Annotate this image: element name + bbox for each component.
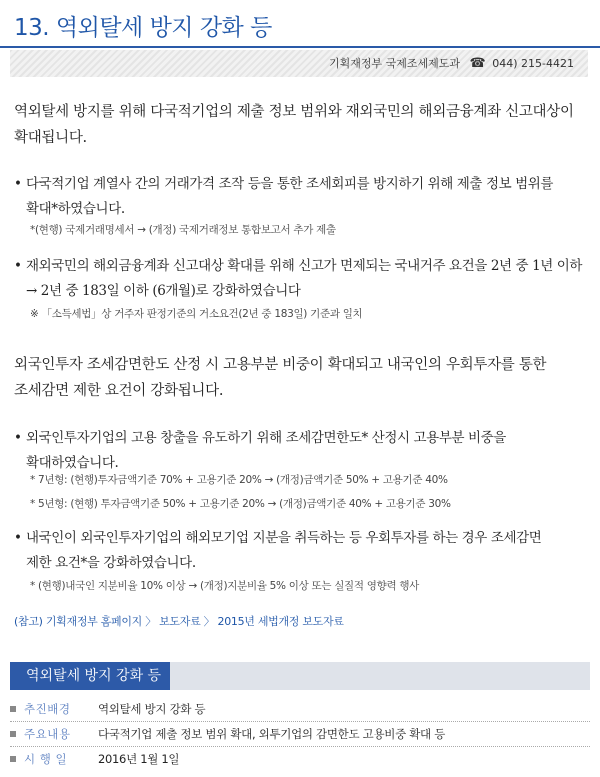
bullet-dot: •	[14, 176, 22, 192]
section1-bullet-2	[14, 254, 582, 304]
summary-value: 2016년 1월 1일	[98, 752, 180, 766]
reference-prefix: (참고)	[14, 615, 43, 628]
section2-intro-line2: 조세감면 제한 요건이 강화됩니다.	[14, 383, 224, 399]
bullet-line: → 2년 중 183일 이하 (6개월)로 강화하였습니다	[26, 283, 301, 299]
telephone-icon: ☎	[469, 56, 486, 71]
summary-row-content	[10, 723, 590, 745]
bullet-line: 재외국민의 해외금융계좌 신고대상 확대를 위해 신고가 면제되는 국내거주 요건을 2년 중 1년 이하	[26, 258, 583, 274]
summary-title: 역외탈세 방지 강화 등	[10, 662, 170, 690]
bullet-dot: •	[14, 258, 22, 274]
bullet-line: 제한 요건*을 강화하였습니다.	[26, 555, 196, 571]
section2-note-1a: * 7년형: (현행)투자금액기준 70% + 고용기준 20% → (개정)금액기준 50% + 고용기준 40%	[30, 474, 448, 486]
bullet-line: 내국인이 외국인투자기업의 해외모기업 지분을 취득하는 등 우회투자를 하는 경우 조세감면	[26, 530, 542, 546]
section2-note-2: * (현행)내국인 지분비율 10% 이상 → (개정)지분비율 5% 이상 또는 실질적 영향력 행사	[30, 580, 420, 592]
breadcrumb-link-homepage[interactable]: 기획재정부 홈페이지	[45, 615, 142, 628]
bullet-dot: •	[14, 430, 22, 446]
page-title: 13. 역외탈세 방지 강화 등	[14, 15, 272, 41]
contact-department: 기획재정부 국제조세제도과	[329, 57, 461, 70]
summary-row-effective-date	[10, 748, 590, 770]
bullet-dot: •	[14, 530, 22, 546]
bullet-line: 다국적기업 계열사 간의 거래가격 조작 등을 통한 조세회피를 방지하기 위해 제출 정보 범위를	[26, 176, 554, 192]
section2-intro	[14, 352, 546, 404]
bullet-line: 확대하였습니다.	[26, 455, 119, 471]
summary-label: 주요내용	[24, 727, 71, 741]
bullet-line: 외국인투자기업의 고용 창출을 유도하기 위해 조세감면한도* 산정시 고용부분 비중을	[26, 430, 506, 446]
section1-note-2: ※ 「소득세법」상 거주자 판정기준의 거소요건(2년 중 183일) 기준과 일치	[30, 308, 363, 320]
section2-bullet-1	[14, 426, 506, 476]
breadcrumb-separator: 〉	[203, 615, 215, 628]
section1-intro-line2: 확대됩니다.	[14, 130, 87, 146]
reference-breadcrumb	[14, 613, 344, 629]
contact-phone: 044) 215-4421	[492, 57, 574, 70]
summary-label: 시 행 일	[24, 752, 68, 766]
gray-square-icon	[10, 756, 16, 762]
title-underline	[0, 46, 600, 48]
section1-bullet-1	[14, 172, 553, 222]
summary-header	[10, 662, 590, 690]
gray-square-icon	[10, 731, 16, 737]
row-divider	[10, 746, 590, 747]
summary-row-background	[10, 698, 590, 720]
section1-intro	[14, 99, 574, 151]
section2-intro-line1: 외국인투자 조세감면한도 산정 시 고용부분 비중이 확대되고 내국인의 우회투자를 통한	[14, 357, 547, 373]
breadcrumb-link-press[interactable]: 보도자료	[159, 615, 201, 628]
section1-intro-line1: 역외탈세 방지를 위해 다국적기업의 제출 정보 범위와 재외국민의 해외금융계좌 신고대상이	[14, 104, 574, 120]
summary-value: 다국적기업 제출 정보 범위 확대, 외투기업의 감면한도 고용비중 확대 등	[98, 727, 446, 741]
section1-note-1: *(현행) 국제거래명세서 → (개정) 국제거래정보 통합보고서 추가 제출	[30, 224, 336, 236]
breadcrumb-link-2015-tax[interactable]: 2015년 세법개정 보도자료	[217, 615, 344, 628]
gray-square-icon	[10, 706, 16, 712]
breadcrumb-separator: 〉	[145, 615, 156, 628]
summary-label: 추진배경	[24, 702, 71, 716]
bullet-line: 확대*하였습니다.	[26, 201, 125, 217]
section2-note-1b: * 5년형: (현행) 투자금액기준 50% + 고용기준 20% → (개정)금액기준 40% + 고용기준 30%	[30, 498, 451, 510]
section2-bullet-2	[14, 526, 541, 576]
contact-bar	[10, 50, 588, 77]
row-divider	[10, 721, 590, 722]
summary-value: 역외탈세 방지 강화 등	[98, 702, 206, 716]
